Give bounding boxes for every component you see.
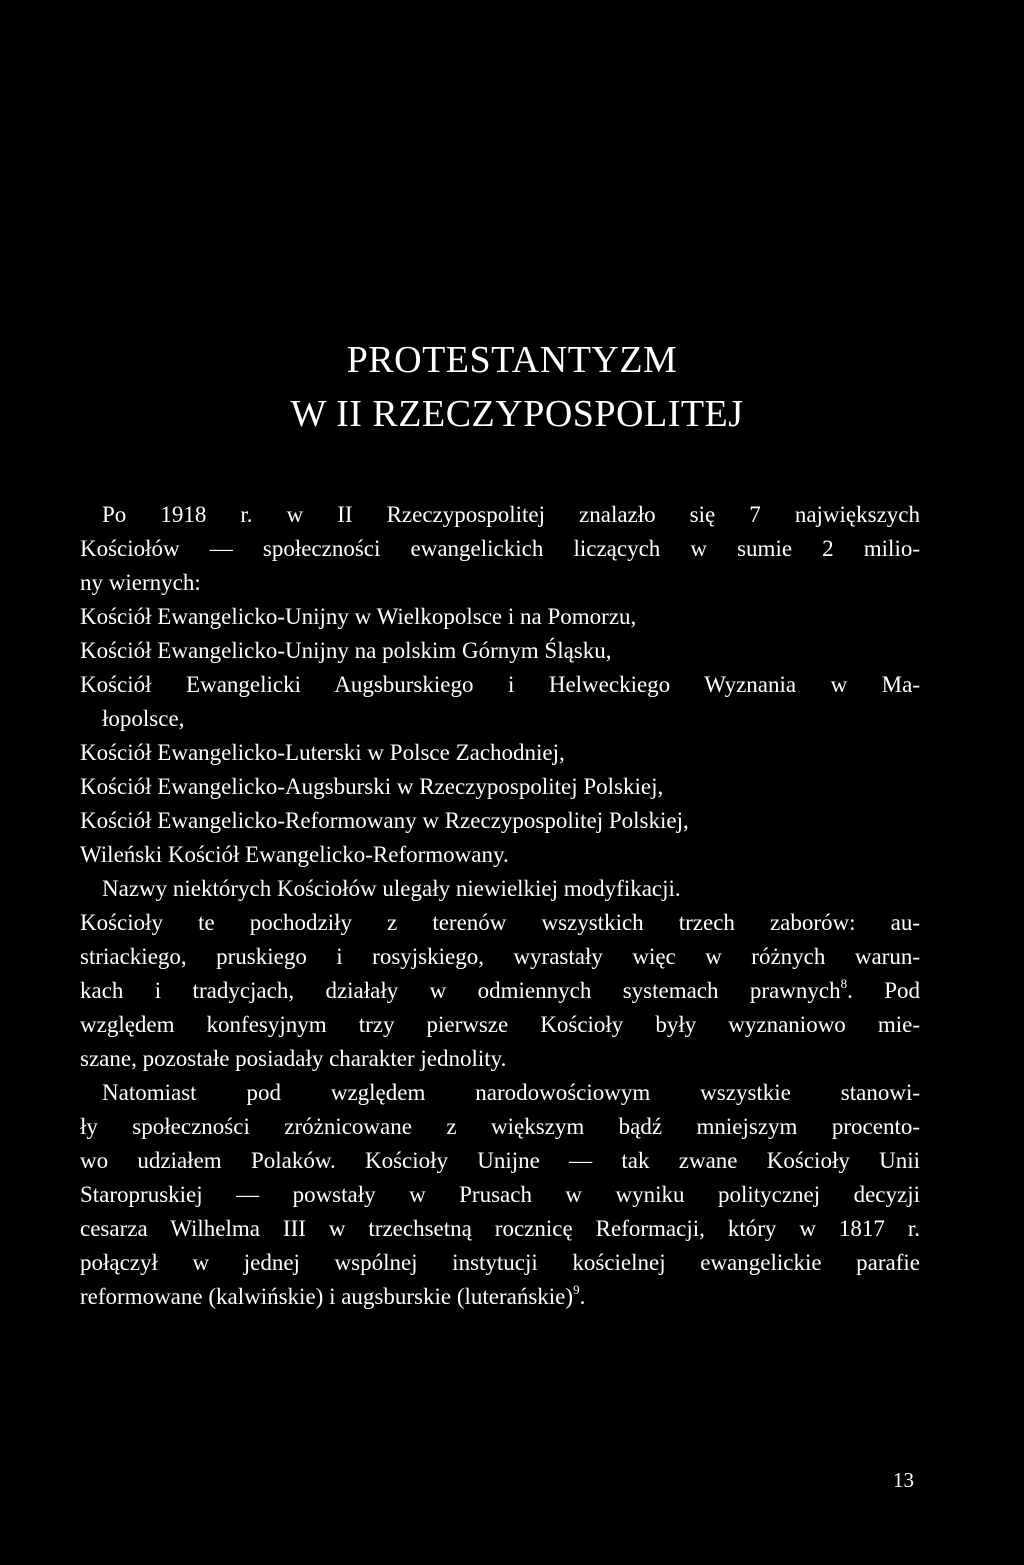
text-segment: .	[579, 1284, 586, 1309]
text-line	[80, 1280, 920, 1314]
list-item-continuation: łopolsce,	[102, 706, 185, 731]
list-item: Kościół Ewangelicki Augsburskiego i Helweckiego Wyznania w Ma-	[80, 672, 920, 697]
text-line: Kościołów — społeczności ewangelickich liczących w sumie 2 milio-	[80, 536, 920, 561]
list-item: Kościół Ewangelicko-Augsburski w Rzeczypospolitej Polskiej,	[80, 774, 664, 799]
text-line: połączył w jednej wspólnej instytucji kościelnej ewangelickie parafie	[80, 1250, 920, 1275]
text-line: striackiego, pruskiego i rosyjskiego, wyrastały więc w różnych warun-	[80, 944, 920, 969]
list-item: Kościół Ewangelicko-Unijny w Wielkopolsce i na Pomorzu,	[80, 604, 637, 629]
list-item: Kościół Ewangelicko-Unijny na polskim Górnym Śląsku,	[80, 638, 612, 663]
text-line: Natomiast pod względem narodowościowym wszystkie stanowi-	[102, 1080, 920, 1105]
text-line: ły społeczności zróżnicowane z większym bądź mniejszym procento-	[80, 1114, 920, 1139]
text-line: wo udziałem Polaków. Kościoły Unijne — tak zwane Kościoły Unii	[80, 1148, 920, 1173]
title-line-1: PROTESTANTYZM	[346, 339, 678, 381]
list-item: Kościół Ewangelicko-Reformowany w Rzeczypospolitej Polskiej,	[80, 808, 689, 833]
text-line: Staropruskiej — powstały w Prusach w wyniku politycznej decyzji	[80, 1182, 920, 1207]
footnote-ref-8: 8	[840, 976, 848, 991]
text-line: względem konfesyjnym trzy pierwsze Kościoły były wyznaniowo mie-	[80, 1012, 920, 1037]
text-line: Kościoły te pochodziły z terenów wszystkich trzech zaborów: au-	[80, 910, 920, 935]
footnote-ref-9: 9	[573, 1282, 580, 1297]
text-line	[80, 974, 920, 1008]
text-segment: kach i tradycjach, działały w odmiennych systemach prawnych	[80, 978, 841, 1003]
text-line: szane, pozostałe posiadały charakter jednolity.	[80, 1046, 507, 1071]
list-item: Kościół Ewangelicko-Luterski w Polsce Zachodniej,	[80, 740, 565, 765]
list-item: Wileński Kościół Ewangelicko-Reformowany.	[80, 842, 509, 867]
title-line-2: W II RZECZYPOSPOLITEJ	[290, 393, 744, 435]
text-segment: reformowane (kalwińskie) i augsburskie (luterańskie)	[80, 1284, 574, 1309]
text-line: Po 1918 r. w II Rzeczypospolitej znalazło się 7 największych	[102, 502, 920, 527]
text-line: ny wiernych:	[80, 570, 201, 595]
chapter-title	[0, 333, 1024, 441]
text-line: cesarza Wilhelma III w trzechsetną rocznicę Reformacji, który w 1817 r.	[80, 1216, 920, 1241]
body-text	[80, 498, 920, 1314]
text-line: Nazwy niektórych Kościołów ulegały niewielkiej modyfikacji.	[102, 876, 681, 901]
text-segment: . Pod	[847, 978, 920, 1003]
page-number: 13	[893, 1468, 914, 1492]
